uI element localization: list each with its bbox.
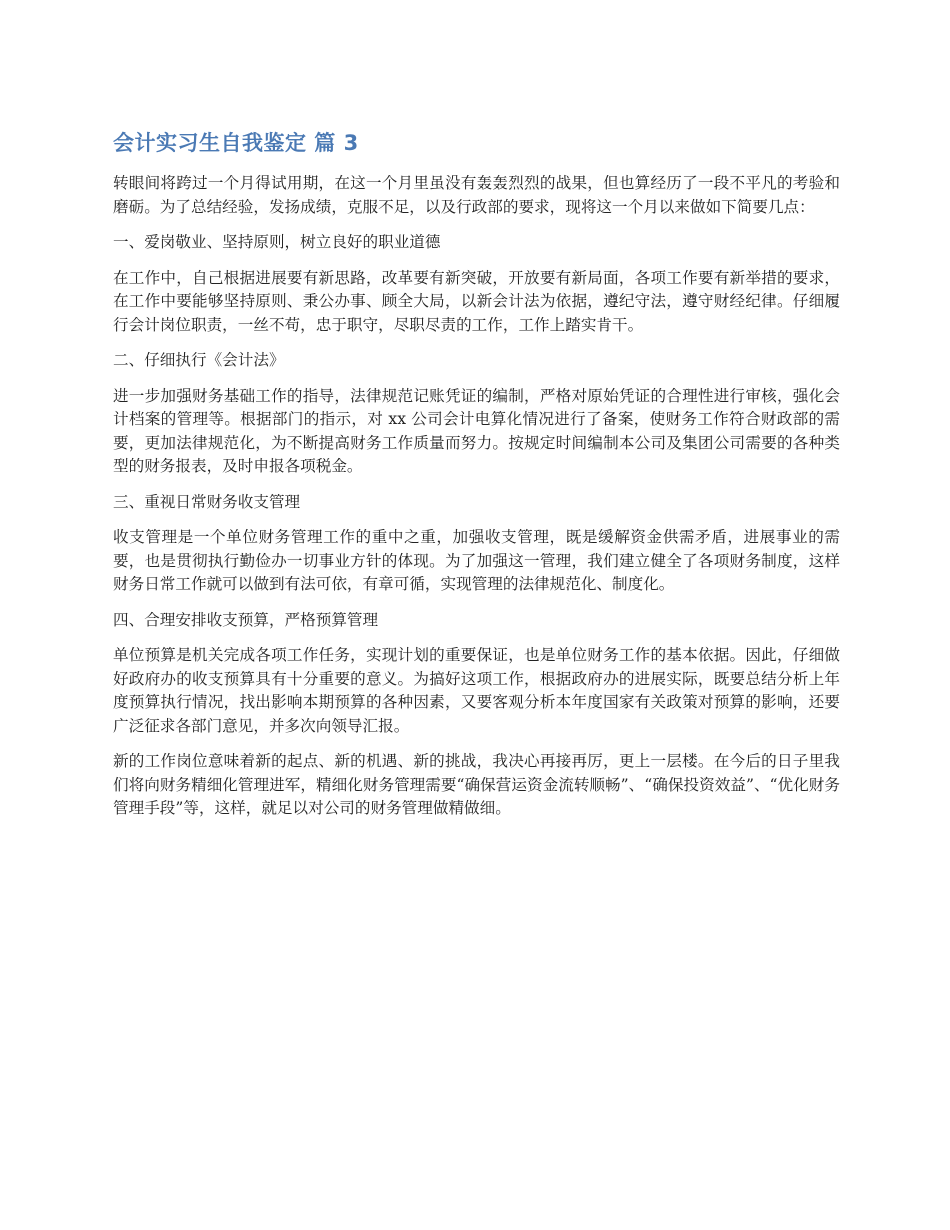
section-heading-3: 三、重视日常财务收支管理	[113, 492, 301, 511]
closing-paragraph: 新的工作岗位意味着新的起点、新的机遇、新的挑战，我决心再接再厉，更上一层楼。在今后的日子里我们将向财务精细化管理进军，精细化财务管理需要“确保营运资金流转顺畅”、“确保投资效益”、“优化财务管理手段”等，这样，就足以对公司的财务管理做精做细。	[113, 752, 840, 817]
section-heading-1: 一、爱岗敬业、坚持原则，树立良好的职业道德	[113, 233, 441, 251]
document-title: 会计实习生自我鉴定 篇 3	[113, 131, 359, 155]
section-heading-2: 二、仔细执行《会计法》	[113, 351, 285, 369]
section-body-2: 进一步加强财务基础工作的指导，法律规范记账凭证的编制，严格对原始凭证的合理性进行审核，强化会计档案的管理等。根据部门的指示，对 xx 公司会计电算化情况进行了备案，使财务工作符合财政部的需要，更加法律规范化，为不断提高财务工作质量而努力。按规定时间编制本公司及集团公司需要的各种类型的财务报表，及时申报各项税金。	[113, 386, 840, 475]
intro-paragraph: 转眼间将跨过一个月得试用期，在这一个月里虽没有轰轰烈烈的战果，但也算经历了一段不平凡的考验和磨砺。为了总结经验，发扬成绩，克服不足，以及行政部的要求，现将这一个月以来做如下简要几点：	[113, 174, 840, 216]
section-body-1: 在工作中，自己根据进展要有新思路，改革要有新突破，开放要有新局面，各项工作要有新举措的要求，在工作中要能够坚持原则、秉公办事、顾全大局，以新会计法为依据，遵纪守法，遵守财经纪律。仔细履行会计岗位职责，一丝不苟，忠于职守，尽职尽责的工作，工作上踏实肯干。	[113, 268, 840, 334]
section-body-3: 收支管理是一个单位财务管理工作的重中之重，加强收支管理，既是缓解资金供需矛盾，进展事业的需要，也是贯彻执行勤俭办一切事业方针的体现。为了加强这一管理，我们建立健全了各项财务制度，这样财务日常工作就可以做到有法可依，有章可循，实现管理的法律规范化、制度化。	[113, 528, 840, 593]
section-heading-4: 四、合理安排收支预算，严格预算管理	[113, 610, 379, 629]
document-content	[113, 128, 840, 833]
section-body-4: 单位预算是机关完成各项工作任务，实现计划的重要保证，也是单位财务工作的基本依据。因此，仔细做好政府办的收支预算具有十分重要的意义。为搞好这项工作，根据政府办的进展实际，既要总结分析上年度预算执行情况，找出影响本期预算的各种因素，又要客观分析本年度国家有关政策对预算的影响，还要广泛征求各部门意见，并多次向领导汇报。	[113, 646, 840, 735]
